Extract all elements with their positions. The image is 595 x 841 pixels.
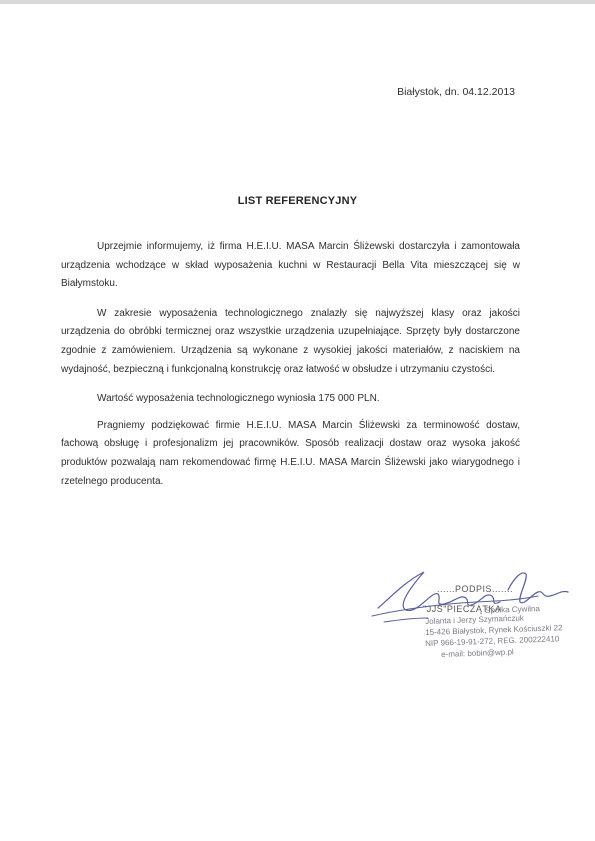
paragraph-value: Wartość wyposażenia technologicznego wyniosła 175 000 PLN. <box>97 393 380 405</box>
signature-label: ......PODPIS....... <box>437 584 514 594</box>
place-date: Białystok, dn. 04.12.2013 <box>397 86 515 98</box>
stamp-line: NIP 966-19-91-272, REG. 200222410 <box>425 634 560 648</box>
letter-body <box>61 238 520 502</box>
stamp-line: 15-426 Białystok, Rynek Kościuszki 22 <box>425 623 563 637</box>
paragraph-intro: Uprzejmie informujemy, iż firma H.E.I.U. MASA Marcin Śliżewski dostarczyła i zamontowała urządzenia wchodzące w skład wyposażenia kuchni w Restauracji Bella Vita mieszczącej się w Białymstoku. <box>61 241 520 290</box>
scan-top-edge <box>0 0 595 4</box>
stamp-line: e-mail: bobin@wp.pl <box>441 647 514 659</box>
paragraph-thanks: Pragniemy podziękować firmie H.E.I.U. MASA Marcin Śliżewski za terminowość dostaw, fachową obsługę i profesjonalizm jej pracowników. Sposób realizacji dostaw oraz wysoka jakość produktów pozwalają nam rekomendować firmę H.E.I.U. MASA Marcin Śliżewski jako wiarygodnego i rzetelnego producenta. <box>61 419 520 487</box>
stamp-label: "JJS"PIECZĄTKA <box>423 604 502 614</box>
signature-stroke <box>384 618 428 622</box>
signature-stroke <box>508 573 568 603</box>
signature-block <box>368 560 578 690</box>
handwritten-signature <box>368 560 578 650</box>
document-title: LIST REFERENCYJNY <box>237 195 358 207</box>
paragraph-equipment: W zakresie wyposażenia technologicznego znalazły się najwyższej klasy oraz jakości urządzenia do obróbki termicznej oraz wszystkie urządzenia uzupełniające. Sprzęty były dostarczone zgodnie z zamówieniem. Urządzenia są wykonane z wysokiej jakości materiałów, z naciskiem na wydajność, bezpieczną i funkcjonalną konstrukcję oraz łatwość w obsłudze i utrzymaniu czystości. <box>61 307 520 375</box>
stamp-line: Jolanta i Jerzy Szymańczuk <box>425 613 524 626</box>
stamp-line: Spółka Cywilna <box>485 604 540 615</box>
